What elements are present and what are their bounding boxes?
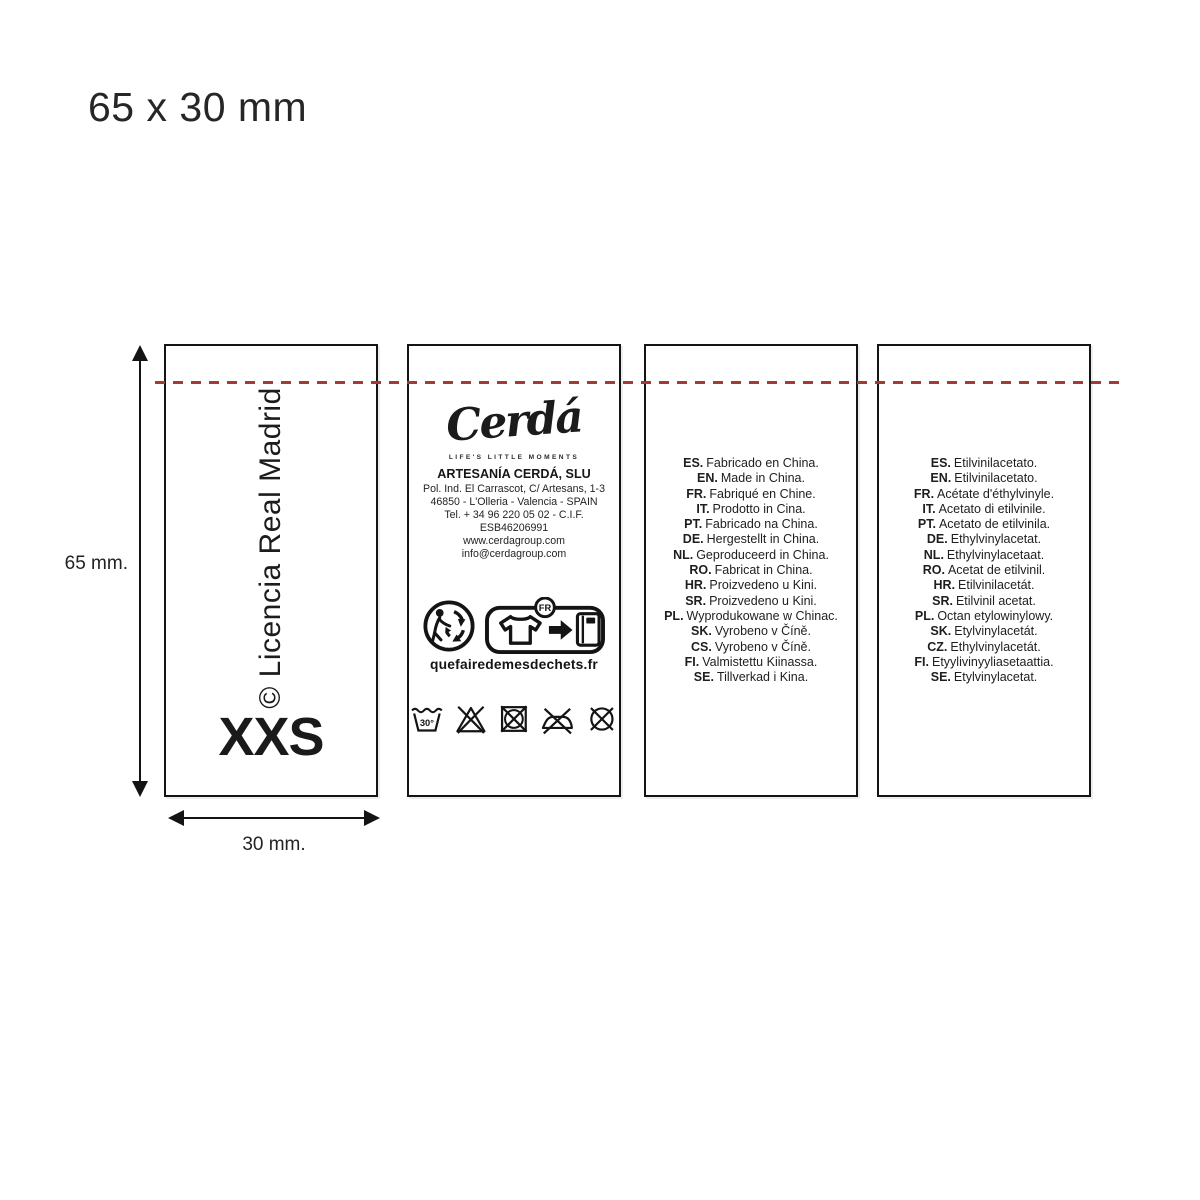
language-code: SK. — [930, 624, 952, 639]
language-text: Acétate d'éthylvinyle. — [937, 486, 1055, 501]
language-text: Geproduceerd in China. — [696, 547, 829, 562]
language-line — [646, 624, 856, 639]
language-code: ES. — [683, 456, 704, 470]
email-line: info@cerdagroup.com — [461, 548, 567, 560]
language-text: Etilvinil acetat. — [955, 593, 1036, 608]
label-panel-front — [164, 344, 378, 797]
textile-sorting-bin-icon — [484, 597, 606, 656]
language-line — [879, 517, 1089, 532]
width-dimension-label: 30 mm. — [242, 834, 306, 855]
language-line — [646, 517, 856, 532]
language-line — [879, 471, 1089, 486]
language-text: Vyrobeno v Číně. — [714, 639, 811, 654]
do-not-tumble-dry-icon — [497, 702, 531, 736]
company-name: ARTESANÍA CERDÁ, SLU — [437, 467, 591, 481]
language-code: FR. — [913, 486, 935, 501]
arrow-down-icon — [132, 781, 148, 797]
language-line — [879, 548, 1089, 563]
label-panel-material — [877, 344, 1091, 797]
language-code: CS. — [691, 639, 712, 654]
label-panel-brand — [407, 344, 621, 797]
language-code: FI. — [684, 654, 700, 669]
language-line — [646, 655, 856, 670]
language-text: Fabricado en China. — [706, 456, 819, 470]
language-line — [879, 594, 1089, 609]
language-code: HR. — [933, 578, 956, 593]
language-line — [646, 640, 856, 655]
material-language-list — [879, 456, 1089, 685]
language-line — [879, 487, 1089, 502]
language-text: Etilvinilacetato. — [954, 471, 1038, 486]
language-line — [646, 502, 856, 517]
cerda-logo: Cerdá — [444, 391, 584, 452]
dimension-line — [139, 353, 142, 789]
logo-tagline: LIFE'S LITTLE MOMENTS — [448, 454, 580, 461]
fr-badge-text: FR — [538, 602, 552, 613]
language-text: Etylvinylacetát. — [954, 624, 1038, 639]
language-text: Acetato di etilvinile. — [938, 501, 1046, 516]
size-text: XXS — [218, 707, 324, 767]
language-line — [646, 548, 856, 563]
language-code: DE. — [682, 532, 704, 547]
company-address — [409, 483, 619, 561]
language-line — [646, 471, 856, 486]
language-line — [646, 563, 856, 578]
language-text: Etilvinilacetato. — [953, 456, 1038, 470]
language-text: Acetato de etilvinila. — [938, 517, 1051, 532]
language-line — [879, 670, 1089, 685]
address-line: Tel. + 34 96 220 05 02 - C.I.F. ESB46206991 — [444, 509, 584, 534]
language-code: PT. — [684, 517, 703, 532]
language-code: FI. — [914, 654, 929, 669]
language-code: PL. — [914, 608, 935, 623]
language-line — [646, 609, 856, 624]
language-code: SR. — [932, 593, 953, 608]
language-text: Proizvedeno u Kini. — [709, 593, 817, 608]
language-code: NL. — [923, 547, 944, 562]
language-code: PL. — [664, 608, 684, 623]
language-text: Ethylvinylacetát. — [950, 639, 1041, 654]
address-line: Pol. Ind. El Carrascot, C/ Artesans, 1-3 — [423, 483, 605, 495]
language-code: ES. — [930, 456, 951, 470]
language-text: Octan etylowinylowy. — [937, 608, 1054, 623]
wash-30-icon — [409, 702, 445, 736]
language-text: Fabricat in China. — [714, 563, 813, 578]
arrow-right-icon — [364, 810, 380, 826]
fold-dashed-line — [155, 381, 1125, 384]
language-code: PT. — [917, 517, 936, 532]
language-text: Wyprodukowane w Chinac. — [686, 608, 838, 623]
language-text: Etyylivinyyliasetaattia. — [932, 654, 1054, 669]
made-in-language-list — [646, 456, 856, 685]
do-not-dry-clean-icon — [585, 702, 619, 736]
language-text: Fabriqué en Chine. — [709, 486, 816, 501]
language-line — [879, 532, 1089, 547]
language-code: HR. — [684, 578, 707, 593]
height-dimension-arrow — [132, 345, 148, 797]
language-text: Made in China. — [720, 471, 805, 486]
language-line — [879, 609, 1089, 624]
do-not-bleach-icon — [454, 702, 488, 736]
language-line — [879, 456, 1089, 471]
language-line — [646, 532, 856, 547]
language-text: Tillverkad i Kina. — [716, 670, 809, 685]
language-line — [879, 563, 1089, 578]
language-line — [646, 487, 856, 502]
language-line — [646, 456, 856, 471]
language-line — [879, 640, 1089, 655]
do-not-iron-icon — [539, 702, 576, 736]
language-line — [646, 670, 856, 685]
language-line — [879, 502, 1089, 517]
width-dimension-arrow — [168, 810, 380, 826]
language-code: FR. — [686, 486, 707, 501]
language-text: Etilvinilacetát. — [958, 578, 1035, 593]
language-line — [879, 578, 1089, 593]
language-code: SR. — [685, 593, 707, 608]
triman-recycling-icon — [422, 599, 476, 653]
care-symbols-row — [409, 702, 619, 736]
language-text: Proizvedeno u Kini. — [709, 578, 818, 593]
language-text: Fabricado na China. — [705, 517, 818, 532]
language-text: Etylvinylacetat. — [953, 670, 1038, 685]
language-text: Acetat de etilvinil. — [947, 563, 1046, 578]
wash-temp-text: 30° — [419, 718, 434, 729]
language-line — [879, 655, 1089, 670]
language-code: RO. — [689, 563, 712, 578]
language-code: DE. — [926, 532, 948, 547]
page-title: 65 x 30 mm — [88, 84, 308, 130]
language-text: Ethylvinylacetaat. — [946, 547, 1045, 562]
language-text: Prodotto in Cina. — [712, 501, 806, 516]
license-text: © Licencia Real Madrid — [254, 387, 287, 709]
dimension-line — [176, 817, 372, 820]
label-panel-made-in — [644, 344, 858, 797]
address-line: 46850 - L'Olleria - Valencia - SPAIN — [430, 496, 598, 508]
language-code: IT. — [696, 501, 710, 516]
height-dimension-label: 65 mm. — [64, 553, 128, 574]
language-code: CZ. — [927, 639, 948, 654]
language-code: SK. — [691, 624, 712, 639]
recycling-icons-row — [409, 596, 619, 656]
language-text: Hergestellt in China. — [706, 532, 820, 547]
language-text: Ethylvinylacetat. — [950, 532, 1042, 547]
website-line: www.cerdagroup.com — [463, 535, 565, 547]
language-line — [879, 624, 1089, 639]
language-text: Valmistettu Kiinassa. — [702, 654, 818, 669]
language-line — [646, 594, 856, 609]
language-text: Vyrobeno v Číně. — [714, 624, 811, 639]
language-code: RO. — [922, 563, 945, 578]
language-code: IT. — [922, 501, 936, 516]
recycling-website: quefairedemesdechets.fr — [430, 657, 598, 672]
language-code: EN. — [930, 471, 952, 486]
language-code: NL. — [673, 547, 694, 562]
language-code: SE. — [930, 670, 951, 685]
language-line — [646, 578, 856, 593]
language-code: EN. — [697, 471, 718, 486]
language-code: SE. — [693, 670, 714, 685]
